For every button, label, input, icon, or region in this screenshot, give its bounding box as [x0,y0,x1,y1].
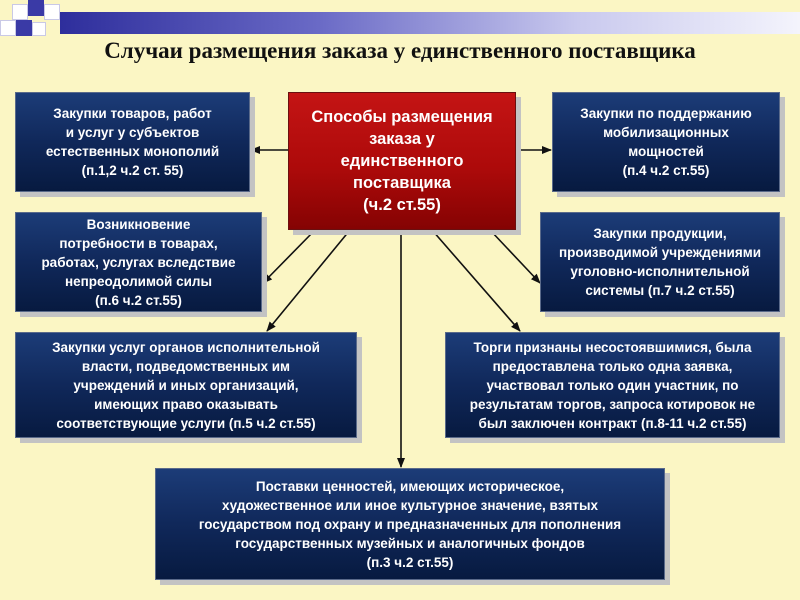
page-title: Случаи размещения заказа у единственного поставщика [104,38,696,63]
box-force-majeure: Возникновение потребности в товарах, работах, услугах вследствие непреодолимой силы (п.6 ч.2 ст.55) [15,212,262,312]
arrow-to-force-majeure [263,230,315,283]
arrow-to-failed-auctions [432,230,520,331]
box-natural-monopolies: Закупки товаров, работ и услуг у субъектов естественных монополий (п.1,2 ч.2 ст. 55) [15,92,250,192]
box-penitentiary: Закупки продукции, производимой учреждениями уголовно-исполнительной системы (п.7 ч.2 ст.55) [540,212,780,312]
box-mobilization: Закупки по поддержанию мобилизационных мощностей (п.4 ч.2 ст.55) [552,92,780,192]
box-cultural-values: Поставки ценностей, имеющих историческое, художественное или иное культурное значение, взятых государством под охрану и предназначенных для пополнения государственных музейных и аналогичных фондов (п.3 ч.2 ст.55) [155,468,665,580]
arrow-to-executive-services [267,230,350,331]
box-executive-services: Закупки услуг органов исполнительной власти, подведомственных им учреждений и иных организаций, имеющих право оказывать соответствующие услуги (п.5 ч.2 ст.55) [15,332,357,438]
box-failed-auctions: Торги признаны несостоявшимися, была предоставлена только одна заявка, участвовал только один участник, по результатам торгов, запроса котировок не был заключен контракт (п.8-11 ч.2 ст.55) [445,332,780,438]
arrow-to-penitentiary [490,230,540,283]
center-box-methods: Способы размещения заказа у единственного поставщика (ч.2 ст.55) [288,92,516,230]
